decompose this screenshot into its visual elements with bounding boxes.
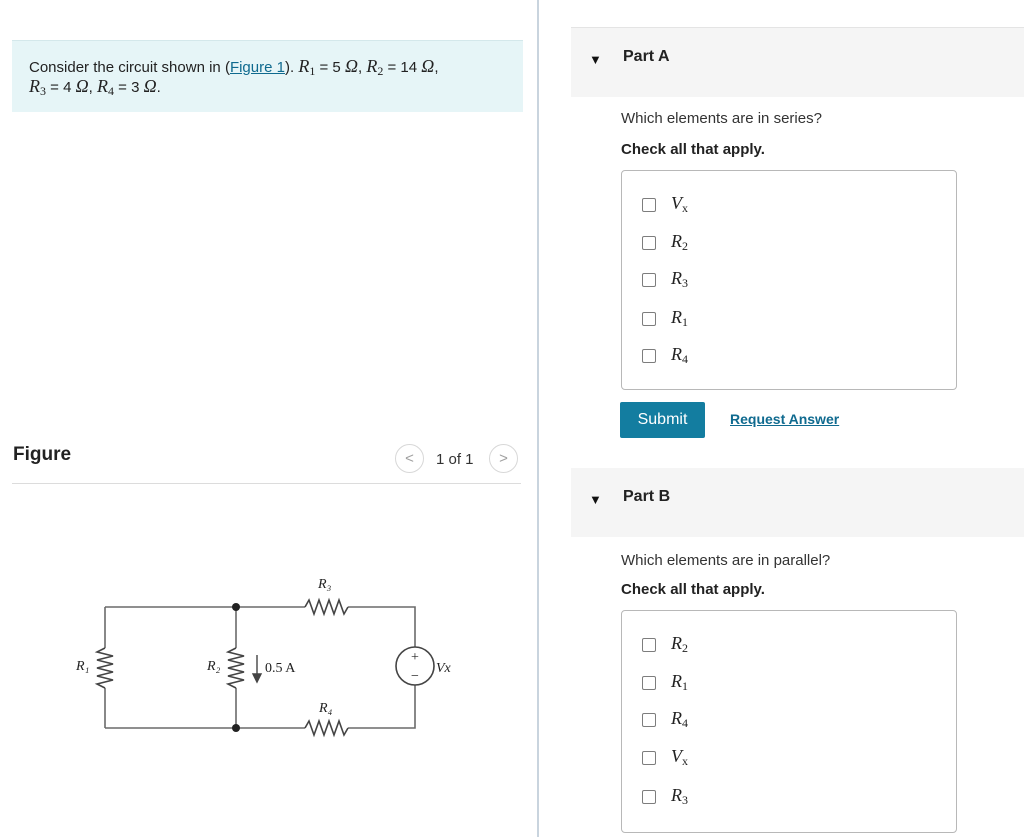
checkbox[interactable] [642, 236, 656, 250]
r2-symbol: $R_2$ [366, 56, 384, 78]
r2-value: 14 [400, 59, 418, 76]
checkbox[interactable] [642, 638, 656, 652]
label-r3: R₃ [318, 577, 332, 592]
checkbox[interactable] [642, 312, 656, 326]
r4-resistor [305, 721, 348, 735]
column-divider [537, 0, 539, 837]
r3-resistor [305, 600, 348, 614]
figure-header [12, 440, 521, 484]
figure-title: Figure [13, 444, 72, 465]
r3-value: 4 [63, 79, 72, 96]
chevron-right-icon: > [499, 450, 508, 467]
checkbox[interactable] [642, 676, 656, 690]
r4-symbol: $R_4$ [97, 76, 114, 98]
part-a-instruction: Check all that apply. [621, 141, 765, 158]
circuit-diagram [70, 570, 470, 750]
checkbox[interactable] [642, 790, 656, 804]
chevron-left-icon: < [405, 450, 414, 467]
label-vx: Vx [436, 661, 451, 676]
r2-resistor [228, 648, 244, 688]
previous-figure-button[interactable] [395, 444, 424, 473]
checkbox[interactable] [642, 349, 656, 363]
vx-minus-sign: − [411, 669, 419, 684]
checkbox[interactable] [642, 198, 656, 212]
problem-lead: Consider the circuit shown in [29, 59, 225, 76]
checkbox[interactable] [642, 751, 656, 765]
part-b-title: Part B [623, 488, 671, 505]
label-current: 0.5 A [265, 661, 296, 676]
part-a-question: Which elements are in series? [621, 110, 822, 127]
label-r4: R₄ [319, 701, 333, 716]
checkbox[interactable] [642, 713, 656, 727]
problem-statement: Consider the circuit shown in (Figure 1). $R_1 = 5$ Ω, $R_2 = 14$ Ω, $R_3 = 4$ Ω, $R_4 = 3$ Ω. [12, 40, 523, 112]
figure-page-indicator: 1 of 1 [436, 451, 474, 468]
r1-resistor [97, 648, 113, 688]
part-b-question: Which elements are in parallel? [621, 552, 831, 569]
checkbox[interactable] [642, 273, 656, 287]
caret-down-icon: ▼ [589, 52, 602, 67]
submit-button[interactable]: Submit [620, 402, 705, 438]
r1-symbol: $R_1$ [298, 56, 316, 78]
figure-link[interactable]: Figure 1 [229, 59, 285, 76]
current-arrow-head [253, 674, 261, 682]
request-answer-link[interactable]: Request Answer [730, 411, 840, 427]
next-figure-button[interactable] [489, 444, 518, 473]
label-r1: R₁ [76, 659, 90, 674]
part-a-options: $V_x$ $R_2$ $R_3$ $R_1$ $R_4$ [621, 170, 957, 390]
junction-top [232, 603, 240, 611]
r3-symbol: $R_3$ [29, 76, 46, 98]
bottom-wire-right [348, 685, 415, 728]
top-wire-right [348, 607, 415, 647]
r4-value: 3 [131, 79, 140, 96]
part-b-instruction: Check all that apply. [621, 581, 765, 598]
junction-bottom [232, 724, 240, 732]
label-r2: R₂ [207, 659, 221, 674]
part-b-options: $R_2$ $R_1$ $R_4$ $V_x$ $R_3$ [621, 610, 957, 833]
caret-down-icon: ▼ [589, 492, 602, 507]
vx-plus-sign: + [411, 650, 419, 665]
part-b-header[interactable] [571, 468, 1024, 537]
part-a-header[interactable] [571, 27, 1024, 97]
part-a-title: Part A [623, 48, 670, 65]
r1-value: 5 [332, 59, 341, 76]
